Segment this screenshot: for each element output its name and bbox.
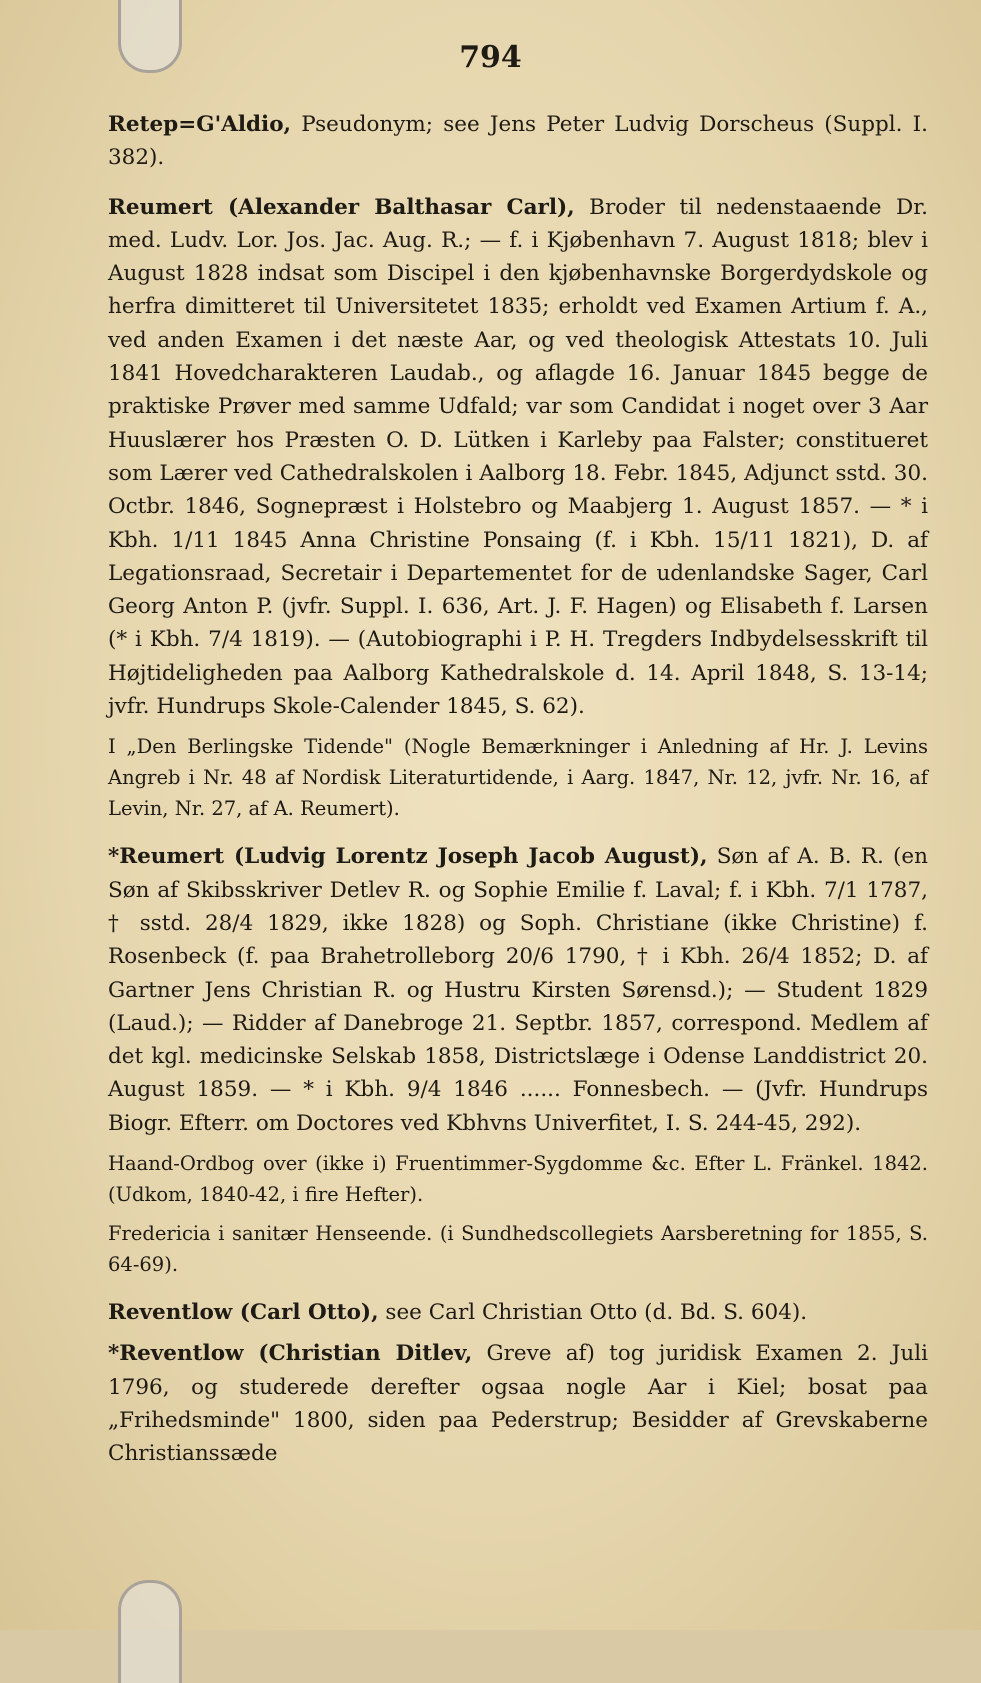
entry-body: Pseudonym; see Jens Peter Ludvig Dorscheus (Suppl. I. 382). [108,112,928,171]
entry-body: Greve af) tog juridisk Examen 2. Juli 1796, og studerede derefter ogsaa nogle Aar i Kiel; bosat paa „Frihedsminde" 1800, siden paa Pederstrup; Besidder af Grevskaberne Christianssæde [108,1341,928,1467]
entry-body: Broder til nedenstaaende Dr. med. Ludv. Lor. Jos. Jac. Aug. R.; — f. i Kjøbenhavn 7. August 1818; blev i August 1828 indsat som Discipel i den kjøbenhavnske Borgerdydskole og herfra dimitteret til Universitetet 1835; erholdt ved Examen Artium f. A., ved anden Examen i det næste Aar, og ved theologisk Attestats 10. Juli 1841 Hovedcharakteren Laudab., og aflagde 16. Januar 1845 begge de praktiske Prøver med samme Udfald; var som Candidat i noget over 3 Aar Huuslærer hos Præsten O. D. Lütken i Karleby paa Falster; constitueret som Lærer ved Cathedralskolen i Aalborg 18. Febr. 1845, Adjunct sstd. 30. Octbr. 1846, Sognepræst i Holstebro og Maabjerg 1. August 1857. — * i Kbh. 1/11 1845 Anna Christine Ponsaing (f. i Kbh. 15/11 1821), D. af Legationsraad, Secretair i Departementet for de udenlandske Sager, Carl Georg Anton P. (jvfr. Suppl. I. 636, Art. J. F. Hagen) og Elisabeth f. Larsen (* i Kbh. 7/4 1819). — (Autobiographi i P. H. Tregders Indbydelsesskrift til Højtideligheden paa Aalborg Kathedralskole d. 14. April 1848, S. 13-14; jvfr. Hundrups Skole-Calender 1845, S. 62). [108,194,928,720]
publication-note: I „Den Berlingske Tidende" (Nogle Bemærkninger i Anledning af Hr. J. Levins Angreb i Nr. 48 af Nordisk Literaturtidende, i Aarg. 1847, Nr. 12, jvfr. Nr. 16, af Levin, Nr. 27, af A. Reumert). [108,735,928,821]
page-number: 794 [459,40,522,75]
publication-note: Haand-Ordbog over (ikke i) Fruentimmer-Sygdomme &c. Efter L. Fränkel. 1842. (Udkom, 1840-42, i fire Hefter). [108,1152,928,1207]
entry-reventlow-carl [108,1296,928,1329]
paper-clip-bottom [118,1580,182,1683]
entry-headword: Reventlow (Carl Otto), [108,1300,379,1326]
entry-retep [108,108,928,175]
publication-note: Fredericia i sanitær Henseende. (i Sundhedscollegiets Aarsberetning for 1855, S. 64-69). [108,1222,928,1277]
entry-reumert-ludvig [108,840,928,1140]
entry-body: Søn af A. B. R. (en Søn af Skibsskriver Detlev R. og Sophie Emilie f. Laval; f. i Kbh. 7/1 1787, † sstd. 28/4 1829, ikke 1828) og Soph. Christiane (ikke Christine) f. Rosenbeck (f. paa Brahetrolleborg 20/6 1790, † i Kbh. 26/4 1852; D. af Gartner Jens Christian R. og Hustru Kirsten Sørensd.); — Student 1829 (Laud.); — Ridder af Danebroge 21. Septbr. 1857, correspond. Medlem af det kgl. medicinske Selskab 1858, Districtslæge i Odense Landdistrict 20. August 1859. — * i Kbh. 9/4 1846 ...... Fonnesbech. — (Jvfr. Hundrups Biogr. Efterr. om Doctores ved Kbhvns Univerfitet, I. S. 244-45, 292). [108,844,928,1136]
page-text [108,108,928,1471]
entry-headword: Reumert (Alexander Balthasar Carl), [108,194,575,220]
entry-headword: *Reventlow (Christian Ditlev, [108,1341,473,1367]
entry-reumert-alexander [108,191,928,724]
entry-headword: Retep=G'Aldio, [108,112,292,137]
entry-headword: *Reumert (Ludvig Lorentz Joseph Jacob August), [108,844,708,870]
entry-reventlow-christian [108,1337,928,1470]
entry-body: see Carl Christian Otto (d. Bd. S. 604). [378,1300,808,1326]
